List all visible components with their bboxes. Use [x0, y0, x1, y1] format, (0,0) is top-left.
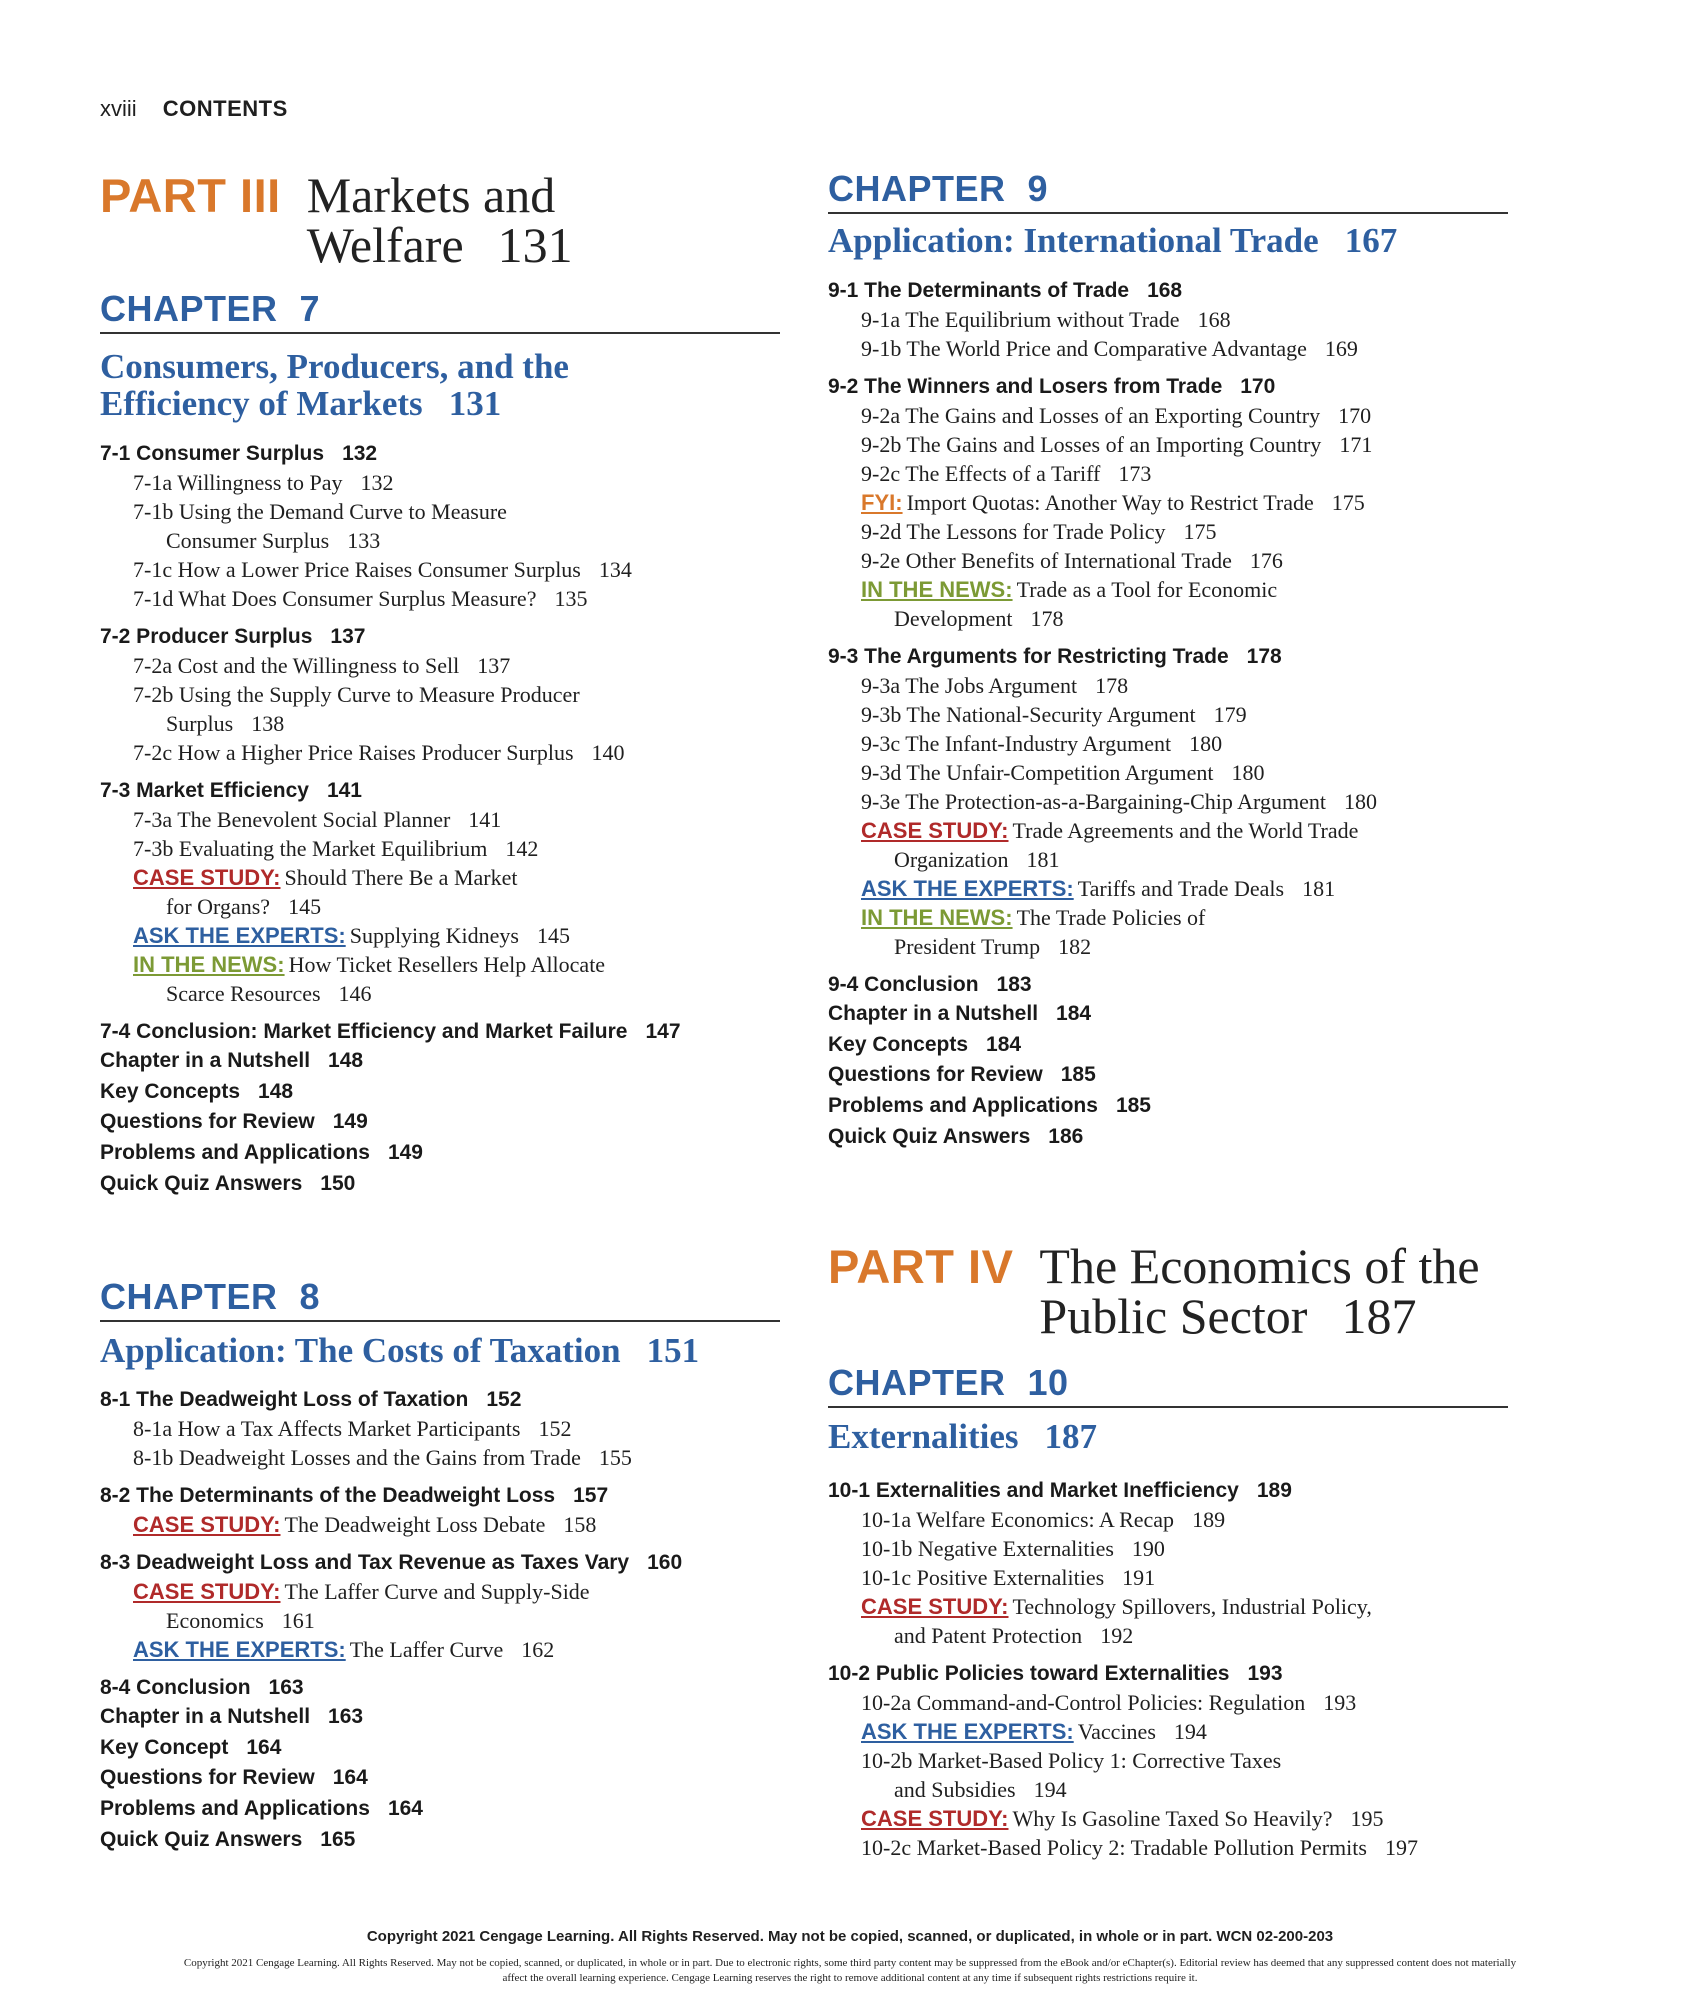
toc-end-item[interactable]: Problems and Applications 164 [100, 1797, 423, 1821]
toc-subsection[interactable]: 10-1c Positive Externalities 191 [861, 1565, 1156, 1590]
toc-case-study[interactable]: CASE STUDY: The Deadweight Loss Debate 158 [133, 1512, 597, 1537]
toc-end-item[interactable]: Questions for Review 149 [100, 1110, 368, 1134]
toc-subsection[interactable]: 10-1b Negative Externalities 190 [861, 1536, 1165, 1561]
toc-end-item[interactable]: Chapter in a Nutshell 163 [100, 1705, 364, 1728]
part-title: Markets and Welfare 131 [306, 167, 573, 273]
toc-subsection[interactable]: 7-1a Willingness to Pay 132 [133, 470, 394, 495]
toc-subsection-cont[interactable]: and Patent Protection 192 [894, 1623, 1134, 1648]
toc-section[interactable]: 10-1 Externalities and Market Inefficiency 189 [828, 1479, 1292, 1502]
toc-section[interactable]: 8-3 Deadweight Loss and Tax Revenue as Taxes Vary 160 [100, 1551, 683, 1574]
in-the-news-label: IN THE NEWS: [861, 905, 1013, 930]
toc-subsection[interactable]: 9-2d The Lessons for Trade Policy 175 [861, 519, 1217, 544]
toc-subsection[interactable]: 8-1b Deadweight Losses and the Gains from Trade 155 [133, 1445, 632, 1470]
toc-end-item[interactable]: Quick Quiz Answers 186 [828, 1124, 1084, 1148]
toc-end-item[interactable]: Questions for Review 185 [828, 1063, 1096, 1087]
chapter-title: Externalities 187 [828, 1417, 1098, 1456]
copyright-notice: Copyright 2021 Cengage Learning. All Rights Reserved. May not be copied, scanned, or duplicated, in whole or in part. Due to electronic rights, some third party content may be suppressed from the eBook and/or eChapter(s). Editorial review has deemed that any suppressed content does not materially affect the overall learning experience. Cengage Learning reserves the right to remove additional content at any time if subsequent rights restrictions require it. [183, 1957, 1517, 1984]
toc-case-study[interactable]: CASE STUDY: Technology Spillovers, Industrial Policy, [861, 1594, 1372, 1619]
toc-section[interactable]: 7-2 Producer Surplus 137 [100, 625, 366, 648]
chapter-toc [100, 1376, 780, 1856]
toc-section[interactable]: 9-2 The Winners and Losers from Trade 170 [828, 375, 1276, 398]
ask-experts-label: ASK THE EXPERTS: [133, 1637, 346, 1662]
case-study-label: CASE STUDY: [861, 1806, 1009, 1831]
running-head [100, 96, 288, 122]
toc-case-study[interactable]: CASE STUDY: Trade Agreements and the World Trade [861, 818, 1359, 843]
toc-subsection[interactable]: 9-1a The Equilibrium without Trade 168 [861, 307, 1231, 332]
part-label: PART III [100, 169, 281, 222]
toc-fyi[interactable]: FYI: Import Quotas: Another Way to Restrict Trade 175 [861, 490, 1365, 515]
chapter-toc [100, 430, 780, 1200]
part-heading [100, 167, 573, 273]
toc-subsection[interactable]: 9-1b The World Price and Comparative Advantage 169 [861, 336, 1358, 361]
toc-subsection[interactable]: 7-2c How a Higher Price Raises Producer Surplus 140 [133, 740, 625, 765]
toc-section[interactable]: 8-2 The Determinants of the Deadweight Loss 157 [100, 1484, 609, 1507]
case-study-label: CASE STUDY: [133, 1512, 281, 1537]
toc-subsection-cont[interactable]: Surplus 138 [166, 711, 285, 736]
toc-in-the-news[interactable]: IN THE NEWS: How Ticket Resellers Help Allocate [133, 952, 606, 977]
toc-subsection-cont[interactable]: Development 178 [894, 606, 1064, 631]
part-title: The Economics of the Public Sector 187 [1039, 1238, 1480, 1344]
toc-subsection-cont[interactable]: and Subsidies 194 [894, 1777, 1067, 1802]
case-study-label: CASE STUDY: [861, 1594, 1009, 1619]
toc-ask-experts[interactable]: ASK THE EXPERTS: Vaccines 194 [861, 1719, 1207, 1744]
ask-experts-label: ASK THE EXPERTS: [861, 1719, 1074, 1744]
toc-subsection[interactable]: 7-1c How a Lower Price Raises Consumer Surplus 134 [133, 557, 632, 582]
chapter-heading: CHAPTER 9 [828, 168, 1508, 214]
case-study-label: CASE STUDY: [133, 1579, 281, 1604]
chapter-title: Consumers, Producers, and the Efficiency of Markets 131 [100, 347, 569, 423]
part-label: PART IV [828, 1240, 1014, 1293]
toc-subsection[interactable]: 7-1b Using the Demand Curve to Measure [133, 499, 507, 524]
toc-subsection[interactable]: 10-2b Market-Based Policy 1: Corrective Taxes [861, 1748, 1282, 1773]
toc-end-item[interactable]: Key Concept 164 [100, 1735, 282, 1759]
toc-subsection[interactable]: 10-2a Command-and-Control Policies: Regulation 193 [861, 1690, 1357, 1715]
copyright-line: Copyright 2021 Cengage Learning. All Rights Reserved. May not be copied, scanned, or duplicated, in whole or in part. WCN 02-200-203 [366, 1928, 1334, 1945]
page-number: xviii [100, 96, 137, 121]
toc-subsection[interactable]: 9-2e Other Benefits of International Trade 176 [861, 548, 1283, 573]
toc-section[interactable]: 9-4 Conclusion 183 [828, 973, 1032, 996]
toc-section[interactable]: 9-1 The Determinants of Trade 168 [828, 279, 1183, 302]
part-heading [828, 1238, 1480, 1344]
toc-subsection-cont[interactable]: President Trump 182 [894, 934, 1092, 959]
ask-experts-label: ASK THE EXPERTS: [861, 876, 1074, 901]
chapter-title: Application: The Costs of Taxation 151 [100, 1331, 700, 1370]
toc-in-the-news[interactable]: IN THE NEWS: Trade as a Tool for Economic [861, 577, 1278, 602]
toc-subsection[interactable]: 9-2a The Gains and Losses of an Exporting Country 170 [861, 403, 1372, 428]
toc-case-study[interactable]: CASE STUDY: Why Is Gasoline Taxed So Heavily? 195 [861, 1806, 1384, 1831]
toc-section[interactable]: 9-3 The Arguments for Restricting Trade 178 [828, 645, 1282, 668]
toc-end-item[interactable]: Key Concepts 148 [100, 1079, 294, 1103]
toc-subsection-cont[interactable]: Scarce Resources 146 [166, 981, 372, 1006]
toc-case-study[interactable]: CASE STUDY: The Laffer Curve and Supply-Side [133, 1579, 590, 1604]
toc-subsection[interactable]: 9-3c The Infant-Industry Argument 180 [861, 731, 1223, 756]
toc-ask-experts[interactable]: ASK THE EXPERTS: Tariffs and Trade Deals 181 [861, 876, 1336, 901]
toc-end-item[interactable]: Key Concepts 184 [828, 1032, 1022, 1056]
toc-subsection-cont[interactable]: Consumer Surplus 133 [166, 528, 381, 553]
chapter-heading: CHAPTER 8 [100, 1276, 780, 1322]
toc-ask-experts[interactable]: ASK THE EXPERTS: Supplying Kidneys 145 [133, 923, 570, 948]
toc-section[interactable]: 10-2 Public Policies toward Externalities 193 [828, 1662, 1283, 1685]
toc-subsection[interactable]: 7-2b Using the Supply Curve to Measure Producer [133, 682, 580, 707]
toc-subsection[interactable]: 10-2c Market-Based Policy 2: Tradable Pollution Permits 197 [861, 1835, 1418, 1860]
toc-subsection[interactable]: 9-3e The Protection-as-a-Bargaining-Chip Argument 180 [861, 789, 1377, 814]
ask-experts-label: ASK THE EXPERTS: [133, 923, 346, 948]
toc-end-item[interactable]: Quick Quiz Answers 150 [100, 1171, 356, 1195]
toc-end-item[interactable]: Problems and Applications 185 [828, 1094, 1151, 1118]
chapter-toc [828, 267, 1508, 1153]
toc-end-item[interactable]: Chapter in a Nutshell 148 [100, 1049, 364, 1072]
toc-case-study[interactable]: CASE STUDY: Should There Be a Market [133, 865, 518, 890]
toc-section[interactable]: 7-4 Conclusion: Market Efficiency and Market Failure 147 [100, 1020, 681, 1043]
toc-section[interactable]: 8-1 The Deadweight Loss of Taxation 152 [100, 1388, 522, 1411]
running-head-label: CONTENTS [162, 96, 288, 121]
in-the-news-label: IN THE NEWS: [133, 952, 285, 977]
case-study-label: CASE STUDY: [133, 865, 281, 890]
fyi-label: FYI: [861, 490, 903, 515]
chapter-toc [828, 1467, 1508, 1862]
toc-subsection[interactable]: 8-1a How a Tax Affects Market Participants 152 [133, 1416, 572, 1441]
toc-subsection[interactable]: 9-2c The Effects of a Tariff 173 [861, 461, 1152, 486]
toc-section[interactable]: 8-4 Conclusion 163 [100, 1676, 304, 1699]
toc-subsection-cont[interactable]: for Organs? 145 [166, 894, 322, 919]
toc-section[interactable]: 7-3 Market Efficiency 141 [100, 779, 362, 802]
toc-end-item[interactable]: Chapter in a Nutshell 184 [828, 1002, 1092, 1025]
toc-end-item[interactable]: Problems and Applications 149 [100, 1141, 423, 1165]
toc-subsection-cont[interactable]: Organization 181 [894, 847, 1060, 872]
case-study-label: CASE STUDY: [861, 818, 1009, 843]
toc-end-item[interactable]: Quick Quiz Answers 165 [100, 1827, 356, 1851]
toc-subsection[interactable]: 9-3a The Jobs Argument 178 [861, 673, 1129, 698]
toc-subsection[interactable]: 7-2a Cost and the Willingness to Sell 137 [133, 653, 511, 678]
toc-ask-experts[interactable]: ASK THE EXPERTS: The Laffer Curve 162 [133, 1637, 555, 1662]
in-the-news-label: IN THE NEWS: [861, 577, 1013, 602]
toc-end-item[interactable]: Questions for Review 164 [100, 1766, 368, 1790]
toc-subsection[interactable]: 7-1d What Does Consumer Surplus Measure? 135 [133, 586, 588, 611]
chapter-heading: CHAPTER 10 [828, 1362, 1508, 1408]
toc-subsection[interactable]: 7-3b Evaluating the Market Equilibrium 142 [133, 836, 539, 861]
toc-subsection[interactable]: 9-2b The Gains and Losses of an Importing Country 171 [861, 432, 1373, 457]
toc-subsection[interactable]: 10-1a Welfare Economics: A Recap 189 [861, 1507, 1226, 1532]
toc-subsection[interactable]: 7-3a The Benevolent Social Planner 141 [133, 807, 502, 832]
toc-subsection[interactable]: 9-3d The Unfair-Competition Argument 180 [861, 760, 1265, 785]
chapter-heading: CHAPTER 7 [100, 288, 780, 334]
toc-section[interactable]: 7-1 Consumer Surplus 132 [100, 442, 378, 465]
chapter-title: Application: International Trade 167 [828, 221, 1398, 260]
toc-subsection[interactable]: 9-3b The National-Security Argument 179 [861, 702, 1247, 727]
toc-subsection-cont[interactable]: Economics 161 [166, 1608, 315, 1633]
toc-in-the-news[interactable]: IN THE NEWS: The Trade Policies of [861, 905, 1206, 930]
